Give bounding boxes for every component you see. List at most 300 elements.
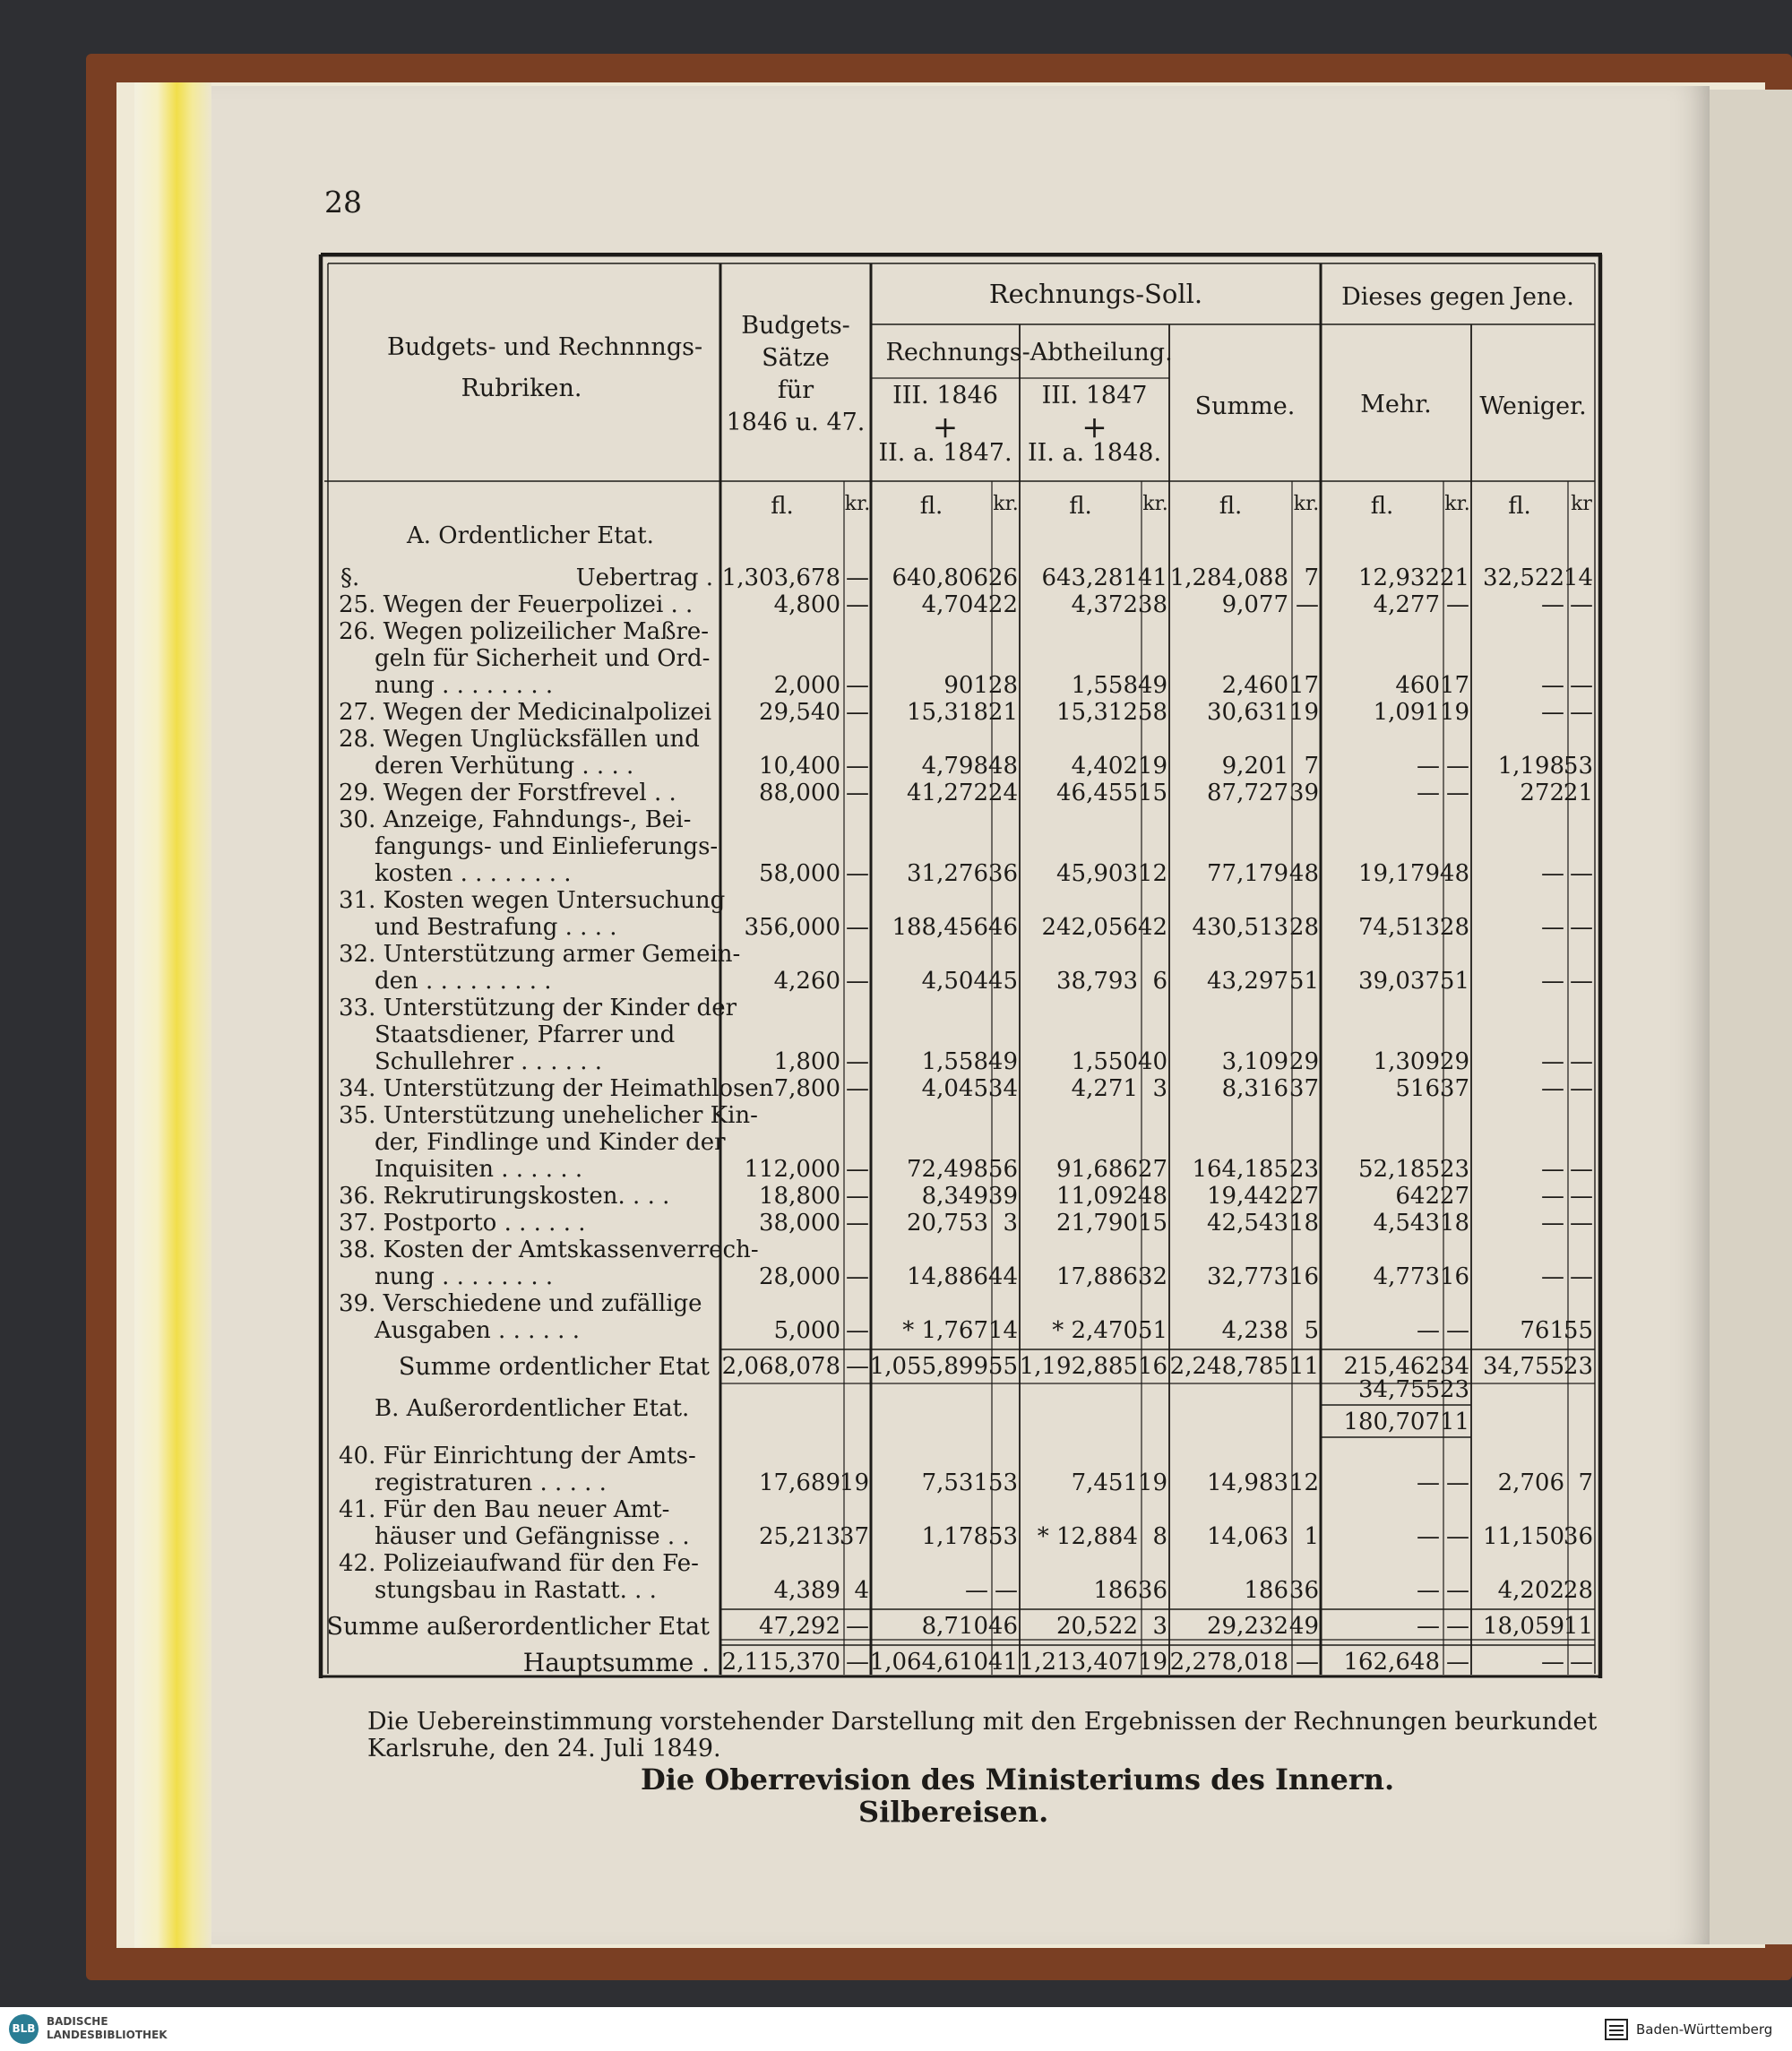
amount-fl: 10,400 (759, 753, 840, 780)
amount-kr: — (846, 1353, 869, 1380)
amount-kr: 28 (987, 672, 1018, 699)
amount-fl: 17,886 (1056, 1263, 1138, 1290)
amount-fl: 1,178 (921, 1523, 988, 1550)
amount-fl: 5,000 (773, 1317, 840, 1344)
amount-fl: 11,092 (1056, 1183, 1138, 1210)
amount-kr: 12 (1137, 860, 1167, 887)
amount-fl: 8,349 (921, 1183, 988, 1210)
amount-fl: 1,303,678 (721, 564, 840, 591)
amount-kr: 39 (1288, 780, 1319, 806)
amount-fl: 18,059 (1483, 1613, 1564, 1640)
amount-fl: 47,292 (759, 1613, 840, 1640)
amount-fl: 19,442 (1207, 1183, 1288, 1210)
amount-kr: — (846, 699, 869, 726)
amount-kr: 51 (1288, 968, 1319, 995)
amount-kr: 55 (1563, 1317, 1593, 1344)
library-name-line: LANDESBIBLIOTHEK (47, 2029, 168, 2041)
amount-kr: 16 (1439, 1263, 1469, 1290)
amount-fl: 14,886 (907, 1263, 988, 1290)
amount-kr: 23 (1288, 1156, 1319, 1183)
amount-fl: 4,271 (1071, 1075, 1138, 1102)
amount-kr: — (846, 1210, 869, 1237)
amount-fl: 29,232 (1207, 1613, 1288, 1640)
row-label: 28. Wegen Unglücksfällen und (339, 726, 700, 753)
amount-fl: 20,522 (1056, 1613, 1138, 1640)
amount-fl: 7,531 (921, 1469, 988, 1496)
row-label: und Bestrafung . . . . (375, 914, 617, 941)
amount-fl: 12,932 (1358, 564, 1440, 591)
row-label: 26. Wegen polizeilicher Maßre- (339, 618, 710, 645)
amount-kr: 28 (1288, 914, 1319, 941)
header-budget: für (777, 376, 814, 404)
amount-fl: 7,451 (1071, 1469, 1138, 1496)
amount-kr: — (1570, 968, 1593, 995)
amount-kr: 11 (1439, 1409, 1469, 1435)
amount-kr: 44 (987, 1263, 1018, 1290)
amount-fl: — (1417, 753, 1440, 780)
amount-fl: 21,790 (1056, 1210, 1138, 1237)
amount-kr: 34 (1439, 1353, 1469, 1380)
amount-fl: 4,372 (1071, 591, 1138, 618)
amount-fl: — (1541, 672, 1564, 699)
amount-kr: 16 (1288, 1263, 1319, 1290)
amount-fl: 72,498 (907, 1156, 988, 1183)
amount-kr: — (846, 1048, 869, 1075)
amount-kr: 16 (1137, 1353, 1167, 1380)
amount-kr: — (1570, 1210, 1593, 1237)
amount-fl: * 12,884 (1037, 1523, 1138, 1550)
amount-kr: — (1446, 780, 1469, 806)
amount-kr: 7 (1304, 753, 1319, 780)
amount-fl: — (1417, 1469, 1440, 1496)
amount-fl: 186 (1244, 1577, 1288, 1604)
amount-fl: 43,297 (1207, 968, 1288, 995)
amount-kr: 6 (1152, 968, 1167, 995)
header-col1: + (932, 409, 959, 445)
amount-kr: 14 (987, 1317, 1018, 1344)
amount-fl: 4,402 (1071, 753, 1138, 780)
amount-fl: 15,318 (907, 699, 988, 726)
amount-kr: 56 (987, 1156, 1018, 1183)
amount-fl: 2,115,370 (721, 1649, 840, 1676)
amount-kr: 15 (1137, 780, 1167, 806)
unit-fl: fl. (1508, 493, 1531, 520)
amount-kr: — (1570, 1649, 1593, 1676)
row-label: deren Verhütung . . . . (375, 753, 634, 780)
header-dieses-gegen-jene: Dieses gegen Jene. (1341, 283, 1574, 311)
amount-fl: 8,316 (1221, 1075, 1288, 1102)
amount-fl: 640,806 (892, 564, 988, 591)
signature-name: Silbereisen. (858, 1795, 1049, 1829)
amount-kr: 23 (1563, 1353, 1593, 1380)
row-label: 30. Anzeige, Fahndungs-, Bei- (339, 806, 692, 833)
amount-fl: 1,064,610 (869, 1649, 988, 1676)
amount-kr: — (846, 672, 869, 699)
amount-kr: 36 (987, 860, 1018, 887)
ledger-table (315, 253, 1606, 1680)
amount-kr: 19 (1137, 1649, 1167, 1676)
amount-fl: 188,456 (892, 914, 988, 941)
amount-kr: 27 (1288, 1183, 1319, 1210)
amount-fl: — (1417, 1577, 1440, 1604)
amount-fl: — (1541, 1156, 1564, 1183)
amount-kr: 48 (1288, 860, 1319, 887)
amount-fl: 1,550 (1071, 1048, 1138, 1075)
row-label: Hauptsumme . (522, 1648, 710, 1677)
amount-kr: — (846, 1183, 869, 1210)
row-label: 32. Unterstützung armer Gemein- (339, 941, 741, 968)
row-label: stungsbau in Rastatt. . . (375, 1577, 657, 1604)
amount-fl: 642 (1395, 1183, 1440, 1210)
row-label: nung . . . . . . . . (375, 672, 554, 699)
amount-fl: 1,213,407 (1019, 1649, 1138, 1676)
amount-kr: — (1570, 914, 1593, 941)
amount-kr: 46 (987, 1613, 1018, 1640)
amount-kr: 29 (1288, 1048, 1319, 1075)
amount-fl: — (1541, 1075, 1564, 1102)
amount-fl: 32,773 (1207, 1263, 1288, 1290)
amount-kr: 28 (1563, 1577, 1593, 1604)
amount-kr: 40 (1137, 1048, 1167, 1075)
row-label: 31. Kosten wegen Untersuchung (339, 887, 726, 914)
row-label: kosten . . . . . . . . (375, 860, 572, 887)
amount-kr: 27 (1439, 1183, 1469, 1210)
amount-kr: 27 (1137, 1156, 1167, 1183)
amount-kr: 45 (987, 968, 1018, 995)
header-rechnungs-soll: Rechnungs-Soll. (988, 279, 1203, 309)
row-label: 37. Postporto . . . . . . (339, 1210, 586, 1237)
amount-kr: 49 (1137, 672, 1167, 699)
amount-fl: 112,000 (744, 1156, 840, 1183)
amount-fl: 28,000 (759, 1263, 840, 1290)
amount-fl: 52,185 (1358, 1156, 1440, 1183)
amount-fl: 32,522 (1483, 564, 1564, 591)
amount-kr: 53 (987, 1469, 1018, 1496)
amount-kr: 58 (1137, 699, 1167, 726)
amount-kr: 5 (1304, 1317, 1319, 1344)
amount-fl: — (1541, 1048, 1564, 1075)
amount-kr: 19 (1137, 753, 1167, 780)
amount-kr: — (846, 753, 869, 780)
amount-fl: 4,238 (1221, 1317, 1288, 1344)
header-abtheilung: Rechnungs-Abtheilung. (885, 339, 1173, 366)
unit-fl: fl. (919, 493, 943, 520)
amount-kr: 49 (1288, 1613, 1319, 1640)
amount-kr: 41 (987, 1649, 1018, 1676)
amount-fl: 14,983 (1207, 1469, 1288, 1496)
amount-fl: 2,068,078 (721, 1353, 840, 1380)
amount-fl: 2,248,785 (1169, 1353, 1288, 1380)
row-label: geln für Sicherheit und Ord- (375, 645, 711, 672)
amount-kr: 24 (987, 780, 1018, 806)
amount-kr: — (1570, 1075, 1593, 1102)
amount-kr: — (995, 1577, 1018, 1604)
amount-kr: — (1446, 1523, 1469, 1550)
amount-kr: 3 (1003, 1210, 1018, 1237)
amount-fl: 1,055,899 (869, 1353, 988, 1380)
amount-fl: — (1541, 1649, 1564, 1676)
amount-kr: 3 (1152, 1613, 1167, 1640)
amount-kr: 46 (987, 914, 1018, 941)
amount-kr: 29 (1439, 1048, 1469, 1075)
authority: Die Oberrevision des Ministeriums des Innern. (641, 1762, 1395, 1797)
amount-kr: 23 (1439, 1156, 1469, 1183)
amount-fl: * 2,470 (1052, 1317, 1138, 1344)
amount-fl: 11,150 (1483, 1523, 1564, 1550)
row-label: Summe ordentlicher Etat (398, 1353, 710, 1381)
amount-kr: 4 (854, 1577, 869, 1604)
amount-kr: 28 (1439, 914, 1469, 941)
amount-fl: 1,309 (1373, 1048, 1440, 1075)
row-label: Uebertrag . (575, 564, 713, 591)
amount-fl: 1,558 (1071, 672, 1138, 699)
row-label: 27. Wegen der Medicinalpolizei (339, 699, 712, 726)
state-lion-icon (1604, 2017, 1629, 2042)
amount-kr: 51 (1137, 1317, 1167, 1344)
amount-kr: 18 (1439, 1210, 1469, 1237)
header-budget: Sätze (762, 344, 830, 372)
amount-kr: 51 (1439, 968, 1469, 995)
blb-logo-icon[interactable]: BLB (9, 2014, 39, 2044)
amount-kr: 21 (1439, 564, 1469, 591)
amount-kr: 3 (1152, 1075, 1167, 1102)
amount-fl: 46,455 (1056, 780, 1138, 806)
amount-kr: 53 (987, 1523, 1018, 1550)
row-label: der, Findlinge und Kinder der (375, 1129, 726, 1156)
amount-fl: 30,631 (1207, 699, 1288, 726)
amount-fl: 272 (1520, 780, 1564, 806)
amount-fl: — (1417, 1523, 1440, 1550)
row-label: Summe außerordentlicher Etat (326, 1613, 710, 1641)
amount-kr: — (1570, 1156, 1593, 1183)
amount-fl: 516 (1395, 1075, 1440, 1102)
amount-kr: 37 (1288, 1075, 1319, 1102)
amount-kr: — (846, 1156, 869, 1183)
header-col2: II. a. 1848. (1027, 439, 1162, 467)
unit-fl: fl. (1219, 493, 1243, 520)
row-label: registraturen . . . . . (375, 1469, 607, 1496)
amount-kr: 48 (1137, 1183, 1167, 1210)
amount-kr: 23 (1439, 1376, 1469, 1403)
row-label: 29. Wegen der Forstfrevel . . (339, 780, 676, 806)
amount-fl: 42,543 (1207, 1210, 1288, 1237)
amount-kr: 36 (1563, 1523, 1593, 1550)
amount-kr: — (1570, 1263, 1593, 1290)
amount-fl: 162,648 (1343, 1649, 1440, 1676)
amount-fl: 4,504 (921, 968, 988, 995)
amount-fl: 19,179 (1358, 860, 1440, 887)
amount-fl: 1,284,088 (1169, 564, 1288, 591)
library-name[interactable] (47, 2015, 190, 2042)
amount-fl: 3,109 (1221, 1048, 1288, 1075)
amount-kr: 42 (1137, 914, 1167, 941)
header-summe: Summe. (1194, 392, 1296, 420)
header-budget: 1846 u. 47. (726, 409, 866, 436)
amount-fl: 91,686 (1056, 1156, 1138, 1183)
amount-fl: 180,707 (1343, 1409, 1440, 1435)
amount-kr: 14 (1563, 564, 1593, 591)
amount-kr: 8 (1152, 1523, 1167, 1550)
viewer-footer (0, 2007, 1792, 2051)
amount-fl: 4,389 (773, 1577, 840, 1604)
row-label: 36. Rekrutirungskosten. . . . (339, 1183, 670, 1210)
amount-kr: 37 (1439, 1075, 1469, 1102)
header-mehr: Mehr. (1360, 391, 1432, 418)
amount-kr: 32 (1137, 1263, 1167, 1290)
header-col2: III. 1847 (1041, 382, 1148, 409)
row-label: 41. Für den Bau neuer Amt- (339, 1496, 670, 1523)
amount-kr: 41 (1137, 564, 1167, 591)
amount-fl: 4,202 (1497, 1577, 1564, 1604)
amount-fl: 164,185 (1192, 1156, 1288, 1183)
unit-kr: kr. (1293, 493, 1320, 515)
row-label: Staatsdiener, Pfarrer und (375, 1021, 676, 1048)
amount-fl: 17,689 (759, 1469, 840, 1496)
amount-kr: 22 (987, 591, 1018, 618)
row-label: 40. Für Einrichtung der Amts- (339, 1443, 696, 1469)
amount-fl: — (1541, 1263, 1564, 1290)
unit-kr: kr (1571, 493, 1592, 515)
amount-fl: 4,277 (1373, 591, 1440, 618)
amount-kr: — (846, 1649, 869, 1676)
amount-kr: — (1570, 860, 1593, 887)
row-label: 25. Wegen der Feuerpolizei . . (339, 591, 694, 618)
amount-kr: 48 (987, 753, 1018, 780)
row-label: nung . . . . . . . . (375, 1263, 554, 1290)
amount-fl: — (1541, 699, 1564, 726)
amount-kr: 38 (1137, 591, 1167, 618)
amount-fl: 9,077 (1221, 591, 1288, 618)
amount-kr: 19 (839, 1469, 869, 1496)
amount-fl: 2,000 (773, 672, 840, 699)
amount-kr: 11 (1288, 1353, 1319, 1380)
amount-fl: 87,727 (1207, 780, 1288, 806)
amount-kr: — (846, 1317, 869, 1344)
amount-fl: 4,260 (773, 968, 840, 995)
amount-fl: 1,198 (1497, 753, 1564, 780)
amount-fl: 34,755 (1358, 1376, 1440, 1403)
unit-kr: kr. (993, 493, 1019, 515)
amount-kr: — (1446, 1317, 1469, 1344)
amount-fl: 430,513 (1192, 914, 1288, 941)
amount-kr: 12 (1288, 1469, 1319, 1496)
amount-fl: 643,281 (1041, 564, 1138, 591)
row-label: häuser und Gefängnisse . . (375, 1523, 690, 1550)
amount-fl: 901 (943, 672, 988, 699)
amount-kr: 49 (987, 1048, 1018, 1075)
amount-fl: 74,513 (1358, 914, 1440, 941)
section-ordentlich: A. Ordentlicher Etat. (407, 522, 654, 549)
amount-kr: 1 (1304, 1523, 1319, 1550)
amount-fl: 8,710 (921, 1613, 988, 1640)
amount-fl: — (965, 1577, 988, 1604)
amount-fl: — (1417, 1613, 1440, 1640)
amount-kr: 36 (1137, 1577, 1167, 1604)
row-label: 33. Unterstützung der Kinder der (339, 995, 737, 1021)
amount-fl: 4,798 (921, 753, 988, 780)
amount-kr: — (846, 1075, 869, 1102)
place-date: Karlsruhe, den 24. Juli 1849. (367, 1735, 721, 1762)
amount-kr: — (1446, 591, 1469, 618)
amount-fl: 215,462 (1343, 1353, 1440, 1380)
amount-fl: 14,063 (1207, 1523, 1288, 1550)
unit-fl: fl. (771, 493, 794, 520)
header-rubriken: Rubriken. (461, 375, 582, 402)
amount-fl: 38,793 (1056, 968, 1138, 995)
amount-kr: 11 (1563, 1613, 1593, 1640)
amount-fl: 9,201 (1221, 753, 1288, 780)
amount-fl: 25,213 (759, 1523, 840, 1550)
unit-kr: kr. (844, 493, 871, 515)
amount-kr: — (1570, 672, 1593, 699)
amount-kr: 26 (987, 564, 1018, 591)
amount-fl: 2,706 (1497, 1469, 1564, 1496)
section-ausserordentlich: B. Außerordentlicher Etat. (375, 1395, 690, 1422)
amount-fl: 29,540 (759, 699, 840, 726)
amount-fl: 31,276 (907, 860, 988, 887)
amount-kr: 21 (987, 699, 1018, 726)
amount-fl: 4,704 (921, 591, 988, 618)
amount-fl: 39,037 (1358, 968, 1440, 995)
amount-fl: 4,773 (1373, 1263, 1440, 1290)
amount-fl: — (1417, 780, 1440, 806)
amount-fl: 242,056 (1041, 914, 1138, 941)
row-label: Schullehrer . . . . . . (375, 1048, 603, 1075)
amount-fl: 18,800 (759, 1183, 840, 1210)
amount-kr: — (846, 860, 869, 887)
amount-fl: 7,800 (773, 1075, 840, 1102)
amount-fl: 88,000 (759, 780, 840, 806)
amount-kr: — (846, 780, 869, 806)
amount-kr: 7 (1304, 564, 1319, 591)
amount-kr: — (1446, 1649, 1469, 1676)
amount-kr: 19 (1137, 1469, 1167, 1496)
row-label: 34. Unterstützung der Heimathlosen (339, 1075, 774, 1102)
amount-fl: 1,091 (1373, 699, 1440, 726)
state-name[interactable]: Baden-Württemberg (1636, 2021, 1773, 2038)
amount-fl: — (1541, 1210, 1564, 1237)
amount-kr: 39 (987, 1183, 1018, 1210)
amount-kr: 37 (839, 1523, 869, 1550)
amount-fl: — (1541, 968, 1564, 995)
library-name-line: BADISCHE (47, 2015, 108, 2028)
row-label: den . . . . . . . . . (375, 968, 552, 995)
amount-fl: 45,903 (1056, 860, 1138, 887)
unit-fl: fl. (1370, 493, 1394, 520)
amount-kr: — (1570, 591, 1593, 618)
row-label: 42. Polizeiaufwand für den Fe- (339, 1550, 699, 1577)
amount-fl: — (1541, 860, 1564, 887)
amount-kr: — (1570, 699, 1593, 726)
amount-kr: 21 (1563, 780, 1593, 806)
amount-kr: — (846, 591, 869, 618)
amount-kr: — (846, 1613, 869, 1640)
amount-fl: 41,272 (907, 780, 988, 806)
amount-fl: 1,192,885 (1019, 1353, 1138, 1380)
amount-kr: 36 (1288, 1577, 1319, 1604)
amount-fl: 4,800 (773, 591, 840, 618)
header-rubriken: Budgets- und Rechnnngs- (387, 333, 703, 361)
row-label: 39. Verschiedene und zufällige (339, 1290, 702, 1317)
row-label: fangungs- und Einlieferungs- (375, 833, 719, 860)
amount-fl: — (1541, 591, 1564, 618)
amount-fl: 356,000 (744, 914, 840, 941)
amount-fl: 1,800 (773, 1048, 840, 1075)
amount-fl: 460 (1395, 672, 1440, 699)
amount-fl: 4,543 (1373, 1210, 1440, 1237)
amount-kr: — (1446, 1577, 1469, 1604)
row-label: 35. Unterstützung unehelicher Kin- (339, 1102, 758, 1129)
